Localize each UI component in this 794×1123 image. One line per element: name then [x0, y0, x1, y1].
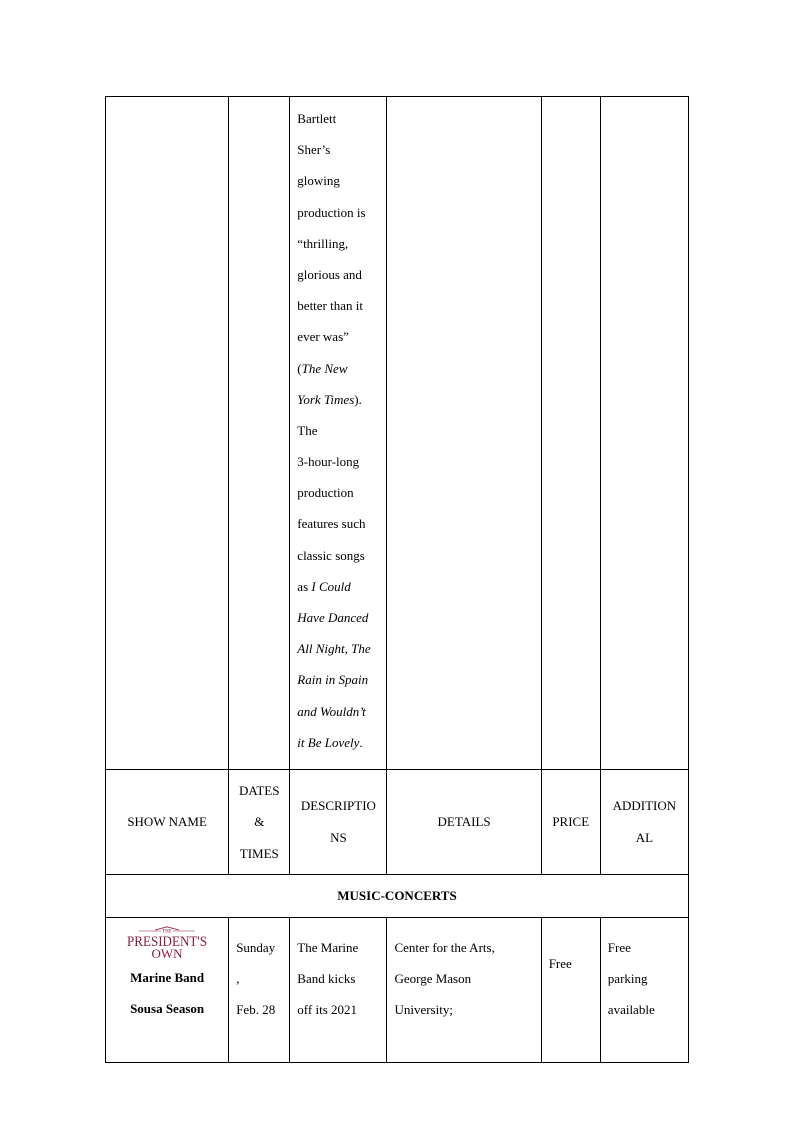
- additional-line: parking: [607, 970, 648, 986]
- continued-dates-cell: [229, 97, 290, 770]
- description-text-line: [297, 137, 380, 168]
- details-cell: [387, 917, 541, 1062]
- details-line: University;: [394, 1001, 453, 1017]
- date-line: Sunday: [236, 939, 276, 955]
- description-text-segment: as: [297, 578, 312, 594]
- logo-top-text: THE: [162, 929, 172, 935]
- description-text-line: [297, 511, 380, 542]
- continued-show-cell: [106, 97, 229, 770]
- date-line: ,: [236, 970, 240, 986]
- header-descriptions-line: DESCRIPTIO: [300, 798, 376, 814]
- header-additional: [600, 769, 688, 874]
- description-text-line: [297, 231, 380, 262]
- description-text-line: [297, 200, 380, 231]
- description-text-segment: better than it: [297, 298, 363, 314]
- header-additional-line: AL: [635, 829, 654, 845]
- header-row: [106, 769, 689, 874]
- continued-price-cell: [541, 97, 600, 770]
- continued-description-text: [297, 106, 380, 761]
- header-dates-line: DATES: [239, 782, 280, 798]
- description-text-segment: I Could: [311, 578, 351, 594]
- description-text-line: [297, 605, 380, 636]
- description-text-line: [297, 543, 380, 574]
- presidents-own-logo: [125, 926, 209, 960]
- additional-line: Free: [607, 939, 631, 955]
- description-text-line: [297, 574, 380, 605]
- continued-description-cell: [290, 97, 387, 770]
- description-text-line: [297, 262, 380, 293]
- description-text-line: [297, 480, 380, 511]
- header-details: DETAILS: [387, 769, 541, 874]
- header-dates-line: TIMES: [239, 845, 279, 861]
- description-text-segment: The New: [301, 360, 348, 376]
- description-text-line: [297, 667, 380, 698]
- header-dates-times: [229, 769, 290, 874]
- description-text-segment: glowing: [297, 173, 340, 189]
- show-name-line: Sousa Season: [130, 1000, 205, 1016]
- description-text-line: [297, 293, 380, 324]
- description-text-segment: Have Danced: [297, 610, 369, 625]
- price-value: Free: [548, 955, 572, 971]
- logo-word2: OWN: [151, 945, 183, 961]
- section-title: MUSIC-CONCERTS: [106, 874, 689, 917]
- table-row: [106, 917, 689, 1062]
- description-text-line: [297, 730, 380, 761]
- description-text-segment: The: [297, 422, 318, 438]
- description-line: The Marine: [297, 939, 359, 955]
- price-cell: [541, 917, 600, 1062]
- description-text-line: [297, 636, 380, 667]
- header-price: PRICE: [541, 769, 600, 874]
- additional-cell: [600, 917, 688, 1062]
- header-descriptions-line: NS: [330, 829, 347, 845]
- description-line: off its 2021: [297, 1001, 358, 1017]
- description-line: Band kicks: [297, 970, 356, 986]
- description-text-line: [297, 106, 380, 137]
- description-text-segment: classic songs: [297, 547, 365, 563]
- additional-line: available: [607, 1001, 655, 1017]
- description-text-line: [297, 699, 380, 730]
- show-name-line: Marine Band: [130, 969, 205, 985]
- description-text-segment: production is: [297, 204, 366, 220]
- date-cell: [229, 917, 290, 1062]
- date-line: Feb. 28: [236, 1001, 276, 1017]
- continued-additional-cell: [600, 97, 688, 770]
- description-text-segment: and Wouldn’t: [297, 703, 366, 719]
- header-dates-line: &: [254, 814, 265, 830]
- description-text-segment: glorious and: [297, 266, 362, 282]
- details-line: George Mason: [394, 970, 472, 986]
- description-text-segment: features such: [297, 516, 366, 532]
- events-table: [105, 96, 689, 1063]
- header-show-name: SHOW NAME: [106, 769, 229, 874]
- description-text-line: [297, 356, 380, 387]
- description-text-segment: it Be Lovely: [297, 734, 360, 750]
- description-text-segment: (: [297, 360, 302, 376]
- header-additional-line: ADDITION: [612, 798, 677, 814]
- description-text-segment: .: [359, 734, 363, 750]
- header-descriptions: [290, 769, 387, 874]
- description-text-line: [297, 387, 380, 418]
- description-text-segment: Bartlett: [297, 111, 337, 126]
- logo-word1: PRESIDENT'S: [127, 933, 208, 950]
- description-text-segment: ever was”: [297, 329, 349, 345]
- continued-row: [106, 97, 689, 770]
- section-row: [106, 874, 689, 917]
- show-name-cell: [106, 917, 229, 1062]
- description-text-segment: York Times: [297, 391, 355, 407]
- description-text-segment: Sher’s: [297, 142, 331, 158]
- description-text-line: [297, 168, 380, 199]
- continued-details-cell: [387, 97, 541, 770]
- description-text-segment: “thrilling,: [297, 235, 349, 251]
- description-cell: [290, 917, 387, 1062]
- details-line: Center for the Arts,: [394, 939, 495, 955]
- description-text-segment: Rain in Spain: [297, 672, 369, 688]
- description-text-segment: production: [297, 485, 354, 501]
- description-text-segment: All Night, The: [297, 641, 371, 657]
- description-text-line: [297, 324, 380, 355]
- description-text-line: [297, 449, 380, 480]
- description-text-line: [297, 418, 380, 449]
- description-text-segment: ).: [354, 391, 362, 407]
- description-text-segment: 3-hour-long: [297, 454, 360, 470]
